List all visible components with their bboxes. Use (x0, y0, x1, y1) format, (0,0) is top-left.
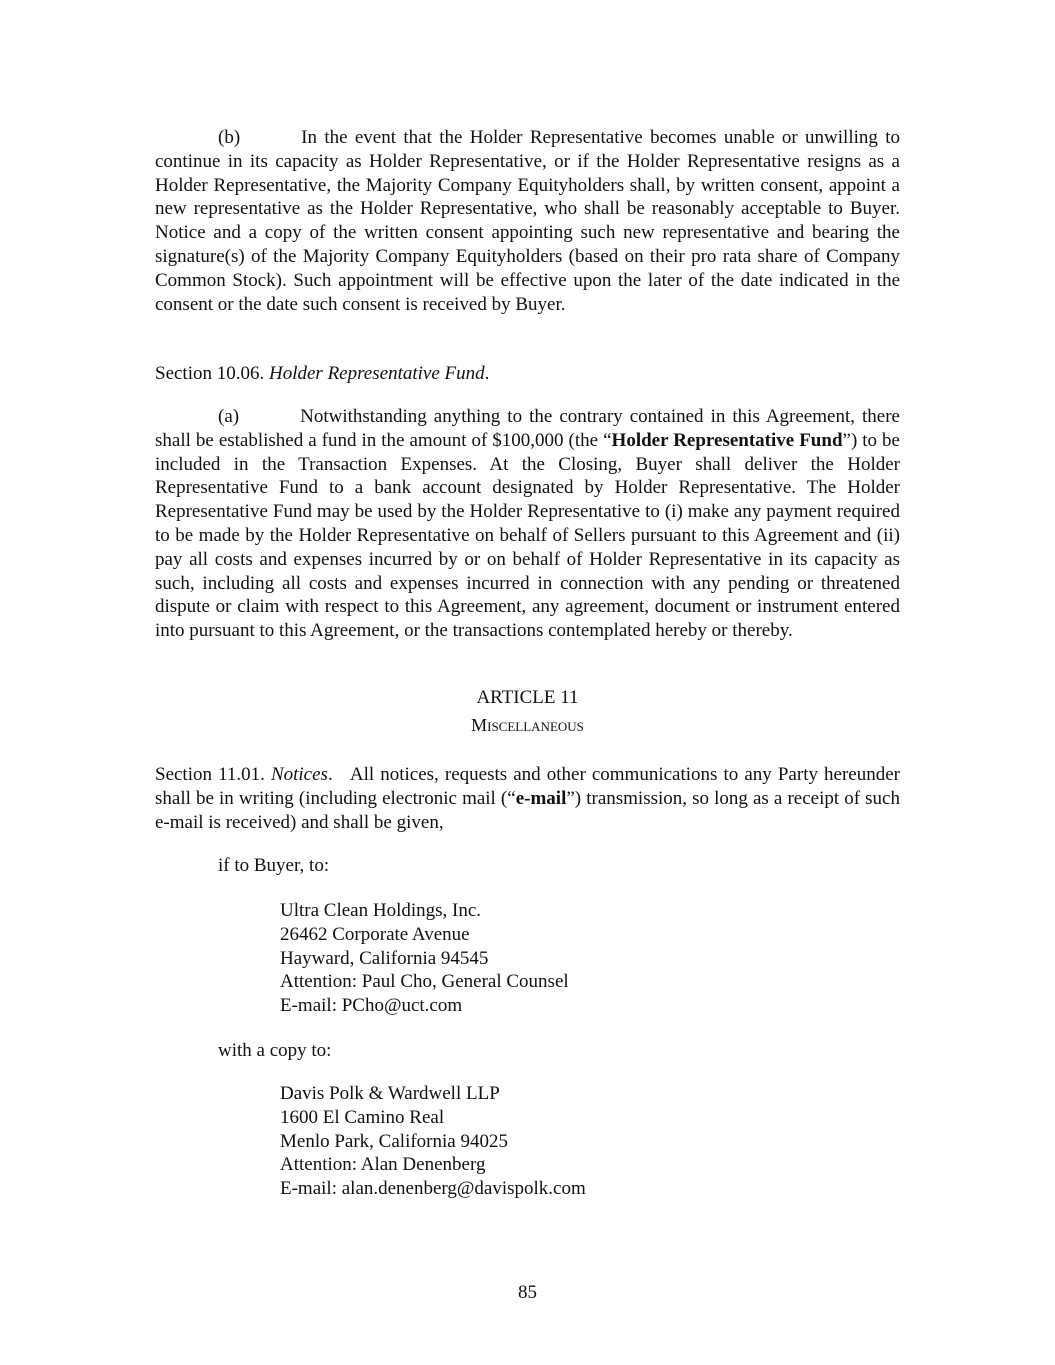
buyer-address-line: E-mail: PCho@uct.com (280, 995, 463, 1017)
section-11-01-text-after: ”) transmission, so long as a receipt of such e-mail is received) and shall be given, (155, 787, 900, 833)
page-number: 85 (518, 1282, 537, 1303)
paragraph-a-label: (a) (218, 406, 240, 427)
buyer-notice-lead: if to Buyer, to: (218, 855, 330, 876)
copy-address-line: Menlo Park, California 94025 (280, 1130, 508, 1152)
paragraph-a-text-after: ”) to be included in the Transaction Expenses. At the Closing, Buyer shall deliver the Holder Representative Fund to a bank account designated by Holder Representative. The Holder Representative Fund may be used by the Holder Representative to (i) make any payment required to be made by the Holder Representative on behalf of Sellers pursuant to this Agreement and (ii) pay all costs and expenses incurred by or on behalf of Holder Representative in its capacity as such, including all costs and expenses incurred in connection with any pending or threatened dispute or claim with respect to this Agreement, any agreement, document or instrument entered into pursuant to this Agreement, or the transactions contemplated hereby or thereby. (155, 429, 900, 642)
paragraph-b (155, 126, 900, 316)
section-11-01-number: Section 11.01. (155, 764, 265, 785)
buyer-address-line: Hayward, California 94545 (280, 947, 489, 969)
paragraph-b-label: (b) (218, 127, 241, 148)
copy-address (280, 1082, 586, 1201)
buyer-address-line: 26462 Corporate Avenue (280, 923, 470, 945)
paragraph-b-text: In the event that the Holder Representative becomes unable or unwilling to continue in its capacity as Holder Representative, or if the Holder Representative resigns as a Holder Representative, the Majority Company Equityholders shall, by written consent, appoint a new representative as the Holder Representative, who shall be reasonably acceptable to Buyer. Notice and a copy of the written consent appointing such new representative and bearing the signature(s) of the Majority Company Equityholders (based on their pro rata share of Company Common Stock). Such appointment will be effective upon the later of the date indicated in the consent or the date such consent is received by Buyer. (155, 127, 900, 315)
paragraph-a (155, 405, 900, 643)
copy-address-line: 1600 El Camino Real (280, 1106, 445, 1128)
article-heading: ARTICLE 11 (476, 687, 579, 708)
article-title: Miscellaneous (471, 715, 584, 735)
section-11-01: Section 11.01. Notices. All notices, requests and other communications to any Party hereunder shall be in writing (including electronic mail (“e-mail”) transmission, so long as a receipt of such e-mail is received) and shall be given, (155, 764, 901, 833)
copy-address-line: Davis Polk & Wardwell LLP (280, 1083, 500, 1104)
buyer-address-line: Ultra Clean Holdings, Inc. (280, 900, 482, 921)
buyer-address-line: Attention: Paul Cho, General Counsel (280, 971, 569, 993)
buyer-address (280, 899, 569, 1018)
section-11-01-text-before: All notices, requests and other communications to any Party hereunder shall be in writing (including electronic mail (“ (155, 764, 901, 809)
paragraph-a-defined-term: Holder Representative Fund (611, 429, 843, 451)
section-11-01-defined-term: e-mail (515, 787, 567, 809)
copy-address-line: Attention: Alan Denenberg (280, 1154, 486, 1176)
section-10-06-number: Section 10.06. (155, 363, 265, 384)
copy-notice-lead: with a copy to: (218, 1040, 332, 1061)
section-11-01-title: Notices (270, 764, 328, 785)
section-10-06-heading: Section 10.06. Holder Representative Fund. (155, 363, 490, 384)
section-10-06-title: Holder Representative Fund (269, 363, 485, 384)
paragraph-a-text-before: Notwithstanding anything to the contrary contained in this Agreement, there shall be established a fund in the amount of $100,000 (the “ (155, 406, 900, 451)
copy-address-line: E-mail: alan.denenberg@davispolk.com (280, 1178, 586, 1200)
